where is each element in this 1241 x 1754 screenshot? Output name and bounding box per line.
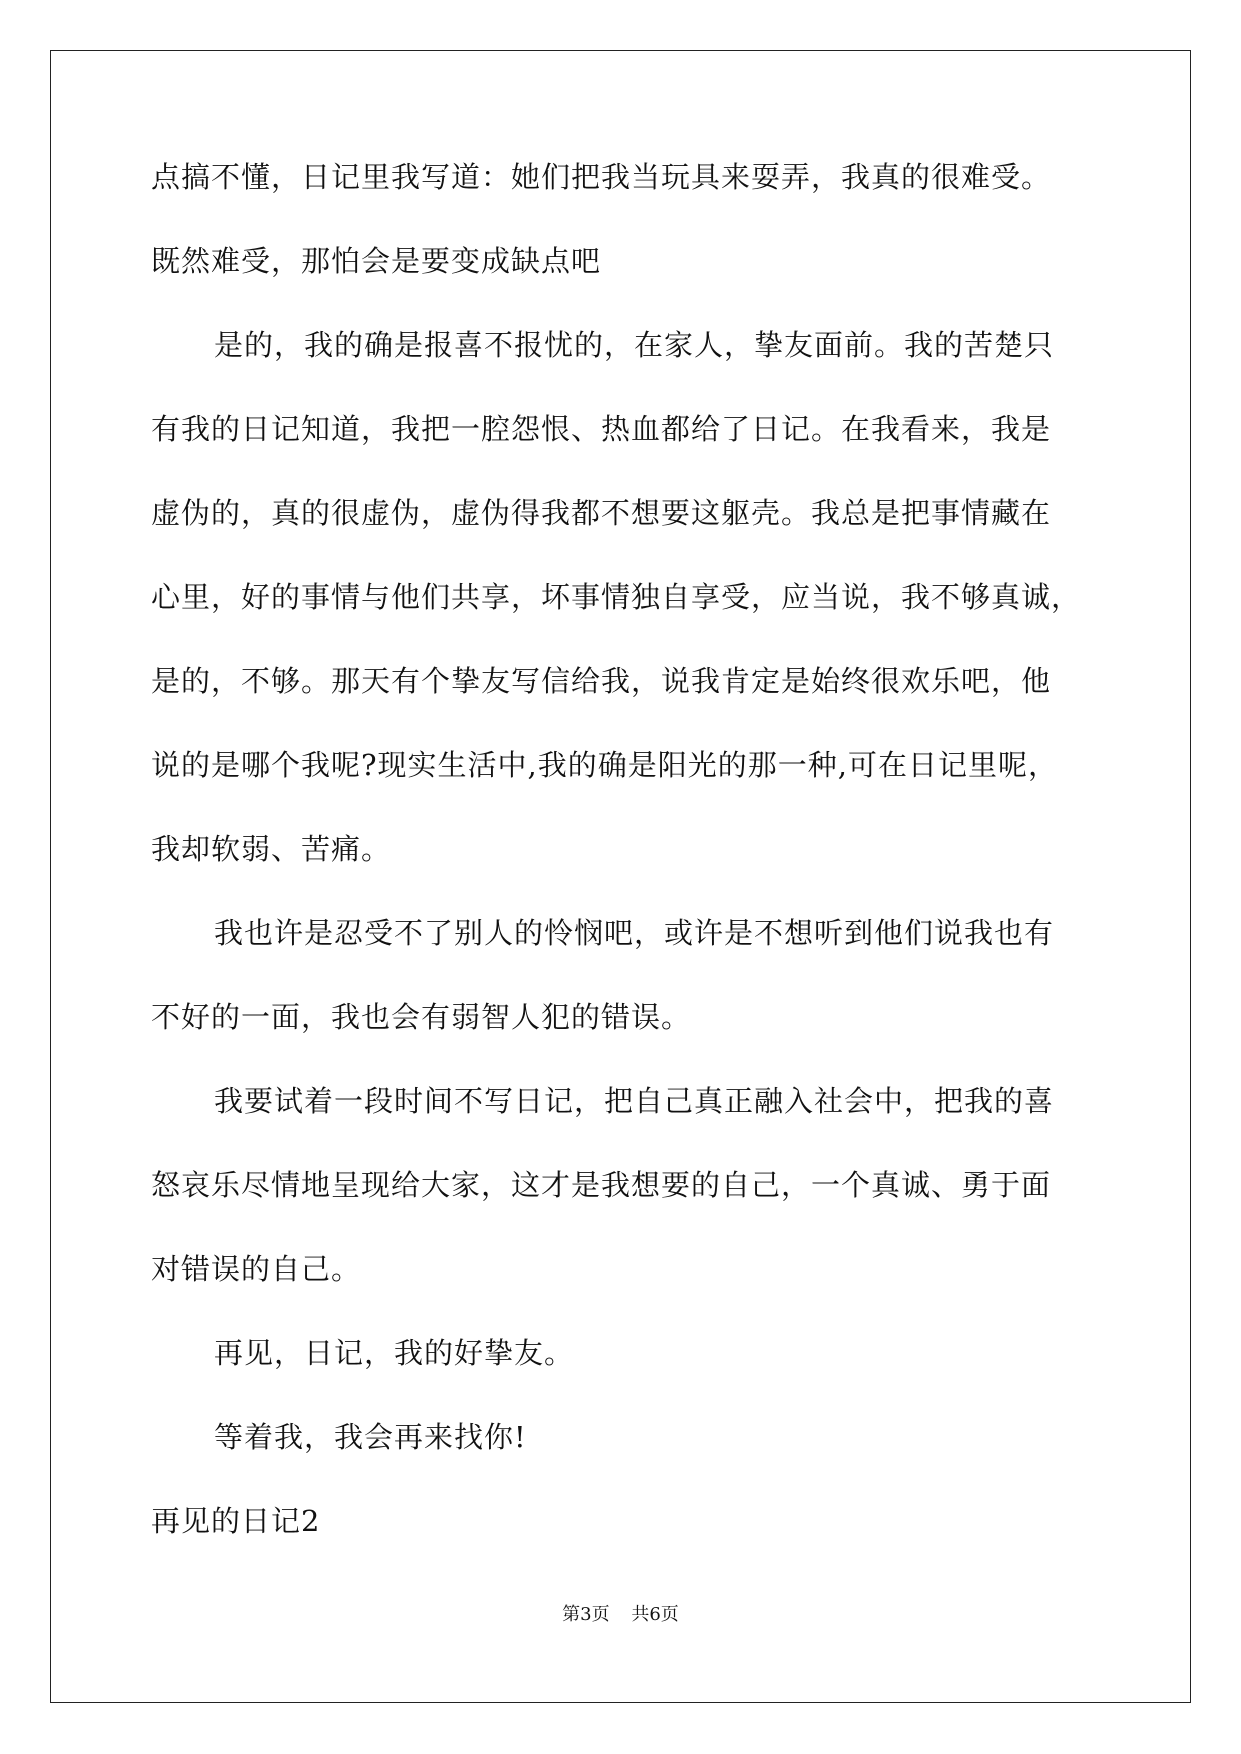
text-line: 我要试着一段时间不写日记，把自己真正融入社会中，把我的喜	[214, 1084, 1055, 1118]
section-heading: 再见的日记2	[151, 1504, 321, 1538]
text-line: 有我的日记知道，我把一腔怨恨、热血都给了日记。在我看来，我是	[151, 412, 1052, 446]
text-line: 点搞不懂，日记里我写道：她们把我当玩具来耍弄，我真的很难受。	[151, 160, 1052, 194]
text-line: 是的，我的确是报喜不报忧的，在家人，挚友面前。我的苦楚只	[214, 328, 1055, 362]
text-line: 等着我，我会再来找你!	[214, 1420, 527, 1454]
document-body	[151, 155, 1101, 1563]
text-line: 说的是哪个我呢?现实生活中,我的确是阳光的那一种,可在日记里呢，	[151, 748, 1058, 782]
paragraph	[151, 891, 1101, 1059]
paragraph	[151, 1395, 1101, 1479]
text-line: 心里，好的事情与他们共享，坏事情独自享受，应当说，我不够真诚，	[151, 580, 1082, 614]
paragraph	[151, 1059, 1101, 1311]
paragraph	[151, 303, 1101, 891]
continuation-paragraph	[151, 155, 1101, 303]
page-number: 第3页	[562, 1604, 610, 1625]
page-total: 共6页	[631, 1604, 679, 1625]
text-line: 既然难受，那怕会是要变成缺点吧	[151, 244, 602, 278]
text-line: 不好的一面，我也会有弱智人犯的错误。	[151, 1000, 692, 1034]
paragraph	[151, 1311, 1101, 1395]
text-line: 我也许是忍受不了别人的怜悯吧，或许是不想听到他们说我也有	[214, 916, 1055, 950]
page-footer	[0, 1600, 1241, 1626]
text-line: 是的，不够。那天有个挚友写信给我，说我肯定是始终很欢乐吧，他	[151, 664, 1052, 698]
text-line: 我却软弱、苦痛。	[151, 832, 392, 866]
text-line: 对错误的自己。	[151, 1252, 362, 1286]
text-line: 怒哀乐尽情地呈现给大家，这才是我想要的自己，一个真诚、勇于面	[151, 1168, 1052, 1202]
text-line: 虚伪的，真的很虚伪，虚伪得我都不想要这躯壳。我总是把事情藏在	[151, 496, 1052, 530]
text-line: 再见，日记，我的好挚友。	[214, 1336, 575, 1370]
